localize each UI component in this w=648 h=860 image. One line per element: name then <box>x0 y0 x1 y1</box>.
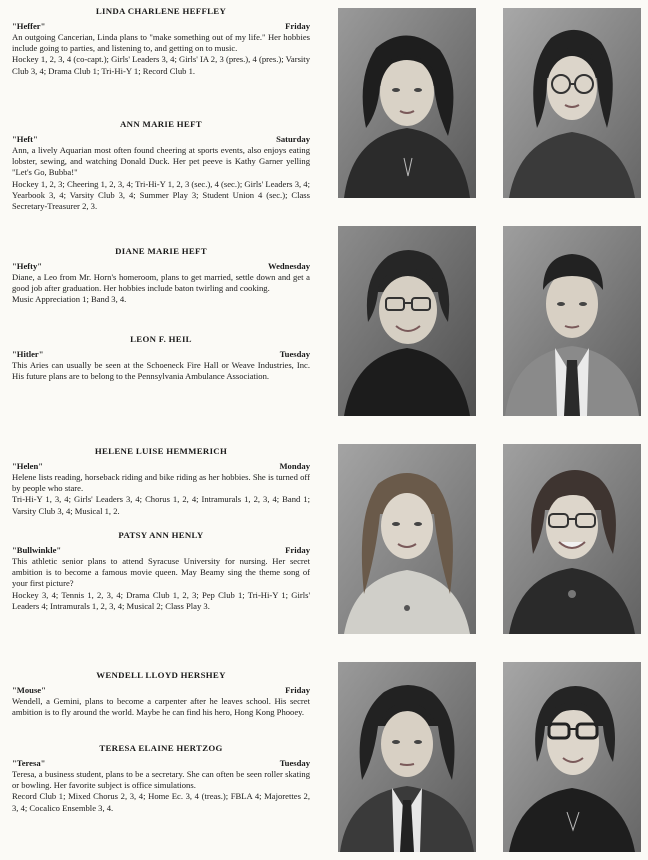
student-nickname: "Hefty" <box>12 261 43 271</box>
student-activities: Record Club 1; Mixed Chorus 2, 3, 4; Home Ec. 3, 4 (treas.); FBLA 4; Majorettes 2, 3, 4; Cocalico Ensemble 3, 4. <box>12 791 310 813</box>
student-bio: Helene lists reading, horseback riding and bike riding as her hobbies. She is turned off by people who stare. <box>12 472 310 494</box>
student-bio: Teresa, a business student, plans to be a secretary. She can often be seen roller skating or bowling. Her favorite subject is office simulations. <box>12 769 310 791</box>
student-activities: Music Appreciation 1; Band 3, 4. <box>12 294 127 305</box>
student-name: HELENE LUISE HEMMERICH <box>94 446 228 456</box>
portrait-photo <box>503 226 641 416</box>
student-day: Wednesday <box>267 261 310 271</box>
entry-leon-heil <box>12 332 310 382</box>
student-day: Saturday <box>276 134 310 144</box>
portrait-photo <box>338 8 476 198</box>
entry-helene-hemmerich <box>12 444 310 517</box>
portrait-photo <box>503 444 641 634</box>
student-bio: Diane, a Leo from Mr. Horn's homeroom, plans to get married, settle down and get a good job after graduation. Her hobbies include baton twirling and cooking. <box>12 272 310 294</box>
portrait-photo <box>338 662 476 852</box>
entry-ann-heft <box>12 117 310 212</box>
student-bio: This athletic senior plans to attend Syracuse University for nursing. Her secret ambition is to become a famous movie queen. May Beamy sing the theme song of your first picture? <box>12 556 310 589</box>
student-nickname: "Helen" <box>12 461 44 471</box>
student-name: PATSY ANN HENLY <box>118 530 204 540</box>
student-nickname: "Bullwinkle" <box>12 545 62 555</box>
student-activities: Hockey 1, 2, 3; Cheering 1, 2, 3, 4; Tri-Hi-Y 1, 2, 3 (sec.), 4 (sec.); Girls' Leaders 3, 4; Yearbook 3, 4; Varsity Club 3, 4; Summer Play 3; Student Union 4 (sec.); Class Secretary-Treasurer 2, 3. <box>12 178 310 212</box>
student-nickname: "Heft" <box>12 134 38 144</box>
student-nickname: "Mouse" <box>12 685 46 695</box>
student-day: Friday <box>285 21 310 31</box>
student-name: WENDELL LLOYD HERSHEY <box>96 670 226 680</box>
student-activities: Hockey 3, 4; Tennis 1, 2, 3, 4; Drama Club 1, 2, 3; Pep Club 1; Tri-Hi-Y 1; Girls' Leaders 4; Intramurals 1, 2, 3, 4; Musical 2; Class Play 3. <box>12 589 310 611</box>
entry-teresa-hertzog <box>12 741 310 814</box>
student-nickname: "Hitler" <box>12 349 44 359</box>
student-entries <box>12 0 310 860</box>
student-name: LINDA CHARLENE HEFFLEY <box>95 6 227 16</box>
student-bio: Ann, a lively Aquarian most often found cheering at sports events, also enjoys eating lobster, sewing, and watching Donald Duck. Her pet peeve is Kathy Garner yelling "Let's Go, Bubba!" <box>12 145 310 178</box>
student-nickname: "Teresa" <box>12 758 46 768</box>
student-day: Tuesday <box>279 349 310 359</box>
student-bio: This Aries can usually be seen at the Schoeneck Fire Hall or Weave Industries, Inc. His future plans are to belong to the Pennsylvania Ambulance Association. <box>12 360 310 382</box>
entry-linda-heffley <box>12 4 310 77</box>
student-day: Friday <box>285 545 310 555</box>
student-day: Monday <box>279 461 310 471</box>
entry-patsy-henly <box>12 528 310 612</box>
entry-wendell-hershey <box>12 668 310 718</box>
student-bio: An outgoing Cancerian, Linda plans to "make something out of my life." Her hobbies include going to parties, and listening to, and getting on to music. <box>12 32 310 54</box>
student-name: ANN MARIE HEFT <box>120 119 202 129</box>
entry-diane-heft <box>12 244 310 306</box>
student-day: Friday <box>285 685 310 695</box>
student-name: DIANE MARIE HEFT <box>115 246 207 256</box>
student-name: LEON F. HEIL <box>130 334 192 344</box>
portrait-photo <box>503 8 641 198</box>
student-bio: Wendell, a Gemini, plans to become a carpenter after he leaves school. His secret ambition is to fly around the world. Maybe he can find his hero, Hong Kong Phooey. <box>12 696 310 718</box>
portrait-photo <box>503 662 641 852</box>
portrait-photo <box>338 226 476 416</box>
student-name: TERESA ELAINE HERTZOG <box>99 743 223 753</box>
student-activities: Hockey 1, 2, 3, 4 (co-capt.); Girls' Leaders 3, 4; Girls' IA 2, 3 (pres.), 4 (pres.); Varsity Club 3, 4; Drama Club 1; Tri-Hi-Y 1; Record Club 1. <box>12 54 310 76</box>
portrait-photo <box>338 444 476 634</box>
student-activities: Tri-Hi-Y 1, 3, 4; Girls' Leaders 3, 4; Chorus 1, 2, 4; Intramurals 1, 2, 3, 4; Band 1; Varsity Club 3, 4; Musical 1, 2. <box>12 494 310 516</box>
student-nickname: "Heffer" <box>12 21 46 31</box>
student-day: Tuesday <box>279 758 310 768</box>
